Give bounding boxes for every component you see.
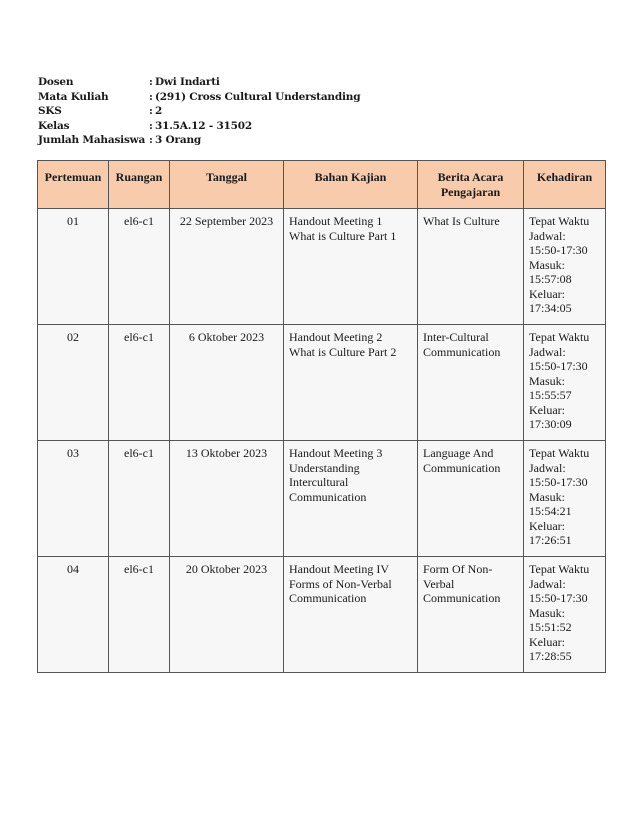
info-separator: : xyxy=(149,105,153,117)
info-label: Kelas xyxy=(38,119,70,132)
cell-berita-acara xyxy=(418,557,524,673)
info-label: Dosen xyxy=(38,76,74,88)
cell-tanggal: 13 Oktober 2023 xyxy=(170,441,284,557)
cell-kehadiran-line: 15:55:57 xyxy=(529,388,572,402)
cell-pertemuan: 03 xyxy=(38,441,109,557)
cell-pertemuan: 02 xyxy=(38,325,109,441)
cell-bahan-kajian-line: Handout Meeting IV xyxy=(289,562,389,576)
header-tanggal: Tanggal xyxy=(170,161,284,209)
cell-kehadiran-line: Jadwal: xyxy=(529,344,566,359)
cell-berita-acara-line: Communication xyxy=(423,591,501,605)
cell-berita-acara-line: Communication xyxy=(423,460,501,475)
info-separator: : xyxy=(149,119,153,132)
cell-kehadiran xyxy=(524,209,606,325)
info-separator: : xyxy=(149,134,153,146)
cell-berita-acara-line: Inter-Cultural xyxy=(423,330,489,344)
cell-bahan-kajian xyxy=(284,325,418,441)
info-separator: : xyxy=(149,90,153,103)
cell-kehadiran-line: Masuk: xyxy=(529,373,565,388)
cell-kehadiran xyxy=(524,441,606,557)
cell-bahan-kajian-line: Intercultural xyxy=(289,475,349,489)
cell-bahan-kajian xyxy=(284,209,418,325)
table-row xyxy=(38,325,606,441)
cell-berita-acara-line: What Is Culture xyxy=(423,214,500,228)
header-berita-line: Berita Acara xyxy=(437,170,504,184)
cell-kehadiran-line: Masuk: xyxy=(529,257,565,272)
info-value-dosen: Dwi Indarti xyxy=(155,76,220,88)
cell-bahan-kajian xyxy=(284,441,418,557)
table-row xyxy=(38,441,606,557)
cell-kehadiran-line: 17:30:09 xyxy=(529,417,572,431)
info-label: SKS xyxy=(38,105,62,117)
cell-kehadiran-line: 17:26:51 xyxy=(529,533,572,547)
cell-bahan-kajian-line: Understanding xyxy=(289,460,360,475)
cell-ruangan: el6-c1 xyxy=(109,209,170,325)
cell-kehadiran xyxy=(524,557,606,673)
cell-kehadiran-line: Jadwal: xyxy=(529,460,566,475)
info-row-kelas xyxy=(38,119,360,134)
cell-bahan-kajian-line: Communication xyxy=(289,489,367,504)
cell-tanggal: 20 Oktober 2023 xyxy=(170,557,284,673)
cell-kehadiran-line: 15:57:08 xyxy=(529,272,572,286)
cell-kehadiran-line: Keluar: xyxy=(529,286,565,301)
cell-bahan-kajian-line: Handout Meeting 3 xyxy=(289,446,383,460)
cell-kehadiran-line: 15:50-17:30 xyxy=(529,359,588,373)
table-body xyxy=(38,209,606,673)
cell-ruangan: el6-c1 xyxy=(109,441,170,557)
cell-kehadiran-line: 17:34:05 xyxy=(529,301,572,315)
cell-kehadiran-line: Jadwal: xyxy=(529,228,566,243)
cell-pertemuan: 04 xyxy=(38,557,109,673)
info-row-dosen xyxy=(38,75,360,90)
cell-bahan-kajian-line: Handout Meeting 1 xyxy=(289,214,383,228)
cell-bahan-kajian xyxy=(284,557,418,673)
info-value-mata-kuliah: (291) Cross Cultural Understanding xyxy=(155,90,361,103)
cell-kehadiran-line: Tepat Waktu xyxy=(529,214,590,228)
info-separator: : xyxy=(149,76,153,88)
cell-berita-acara-line: Language And xyxy=(423,446,494,460)
cell-ruangan: el6-c1 xyxy=(109,557,170,673)
info-row-mata-kuliah xyxy=(38,90,360,105)
cell-kehadiran-line: Keluar: xyxy=(529,634,565,649)
cell-kehadiran-line: 15:50-17:30 xyxy=(529,243,588,257)
table-row xyxy=(38,209,606,325)
cell-kehadiran-line: 15:54:21 xyxy=(529,504,572,518)
cell-pertemuan: 01 xyxy=(38,209,109,325)
cell-bahan-kajian-line: Handout Meeting 2 xyxy=(289,330,383,344)
cell-kehadiran xyxy=(524,325,606,441)
cell-bahan-kajian-line: What is Culture Part 1 xyxy=(289,228,397,243)
info-row-sks xyxy=(38,104,360,119)
table-row xyxy=(38,557,606,673)
cell-kehadiran-line: Tepat Waktu xyxy=(529,446,590,460)
table-header-row xyxy=(38,161,606,209)
info-label: Mata Kuliah xyxy=(38,90,109,103)
cell-tanggal: 6 Oktober 2023 xyxy=(170,325,284,441)
cell-kehadiran-line: Keluar: xyxy=(529,402,565,417)
header-kehadiran: Kehadiran xyxy=(524,161,606,209)
info-label: Jumlah Mahasiswa xyxy=(38,134,146,146)
cell-berita-acara xyxy=(418,209,524,325)
cell-kehadiran-line: Masuk: xyxy=(529,489,565,504)
cell-bahan-kajian-line: Communication xyxy=(289,591,367,605)
header-berita-acara xyxy=(418,161,524,209)
cell-berita-acara-line: Form Of Non- xyxy=(423,562,493,576)
cell-berita-acara-line: Verbal xyxy=(423,576,455,591)
cell-kehadiran-line: 15:51:52 xyxy=(529,620,572,634)
info-row-jumlah-mahasiswa xyxy=(38,133,360,148)
attendance-table xyxy=(37,160,606,673)
cell-berita-acara xyxy=(418,325,524,441)
cell-kehadiran-line: Tepat Waktu xyxy=(529,330,590,344)
info-value-jumlah-mahasiswa: 3 Orang xyxy=(155,134,202,146)
cell-tanggal: 22 September 2023 xyxy=(170,209,284,325)
cell-kehadiran-line: Masuk: xyxy=(529,605,565,620)
header-pertemuan: Pertemuan xyxy=(38,161,109,209)
cell-berita-acara xyxy=(418,441,524,557)
cell-kehadiran-line: 17:28:55 xyxy=(529,649,572,663)
cell-kehadiran-line: Keluar: xyxy=(529,518,565,533)
header-berita-line: Pengajaran xyxy=(440,185,501,199)
cell-kehadiran-line: 15:50-17:30 xyxy=(529,591,588,605)
info-value-kelas: 31.5A.12 - 31502 xyxy=(155,119,252,132)
info-value-sks: 2 xyxy=(155,105,163,117)
cell-kehadiran-line: Jadwal: xyxy=(529,576,566,591)
cell-bahan-kajian-line: Forms of Non-Verbal xyxy=(289,576,392,591)
cell-berita-acara-line: Communication xyxy=(423,344,501,359)
cell-kehadiran-line: Tepat Waktu xyxy=(529,562,590,576)
header-bahan-kajian: Bahan Kajian xyxy=(284,161,418,209)
cell-bahan-kajian-line: What is Culture Part 2 xyxy=(289,344,397,359)
header-ruangan: Ruangan xyxy=(109,161,170,209)
cell-kehadiran-line: 15:50-17:30 xyxy=(529,475,588,489)
course-info xyxy=(38,75,360,148)
cell-ruangan: el6-c1 xyxy=(109,325,170,441)
